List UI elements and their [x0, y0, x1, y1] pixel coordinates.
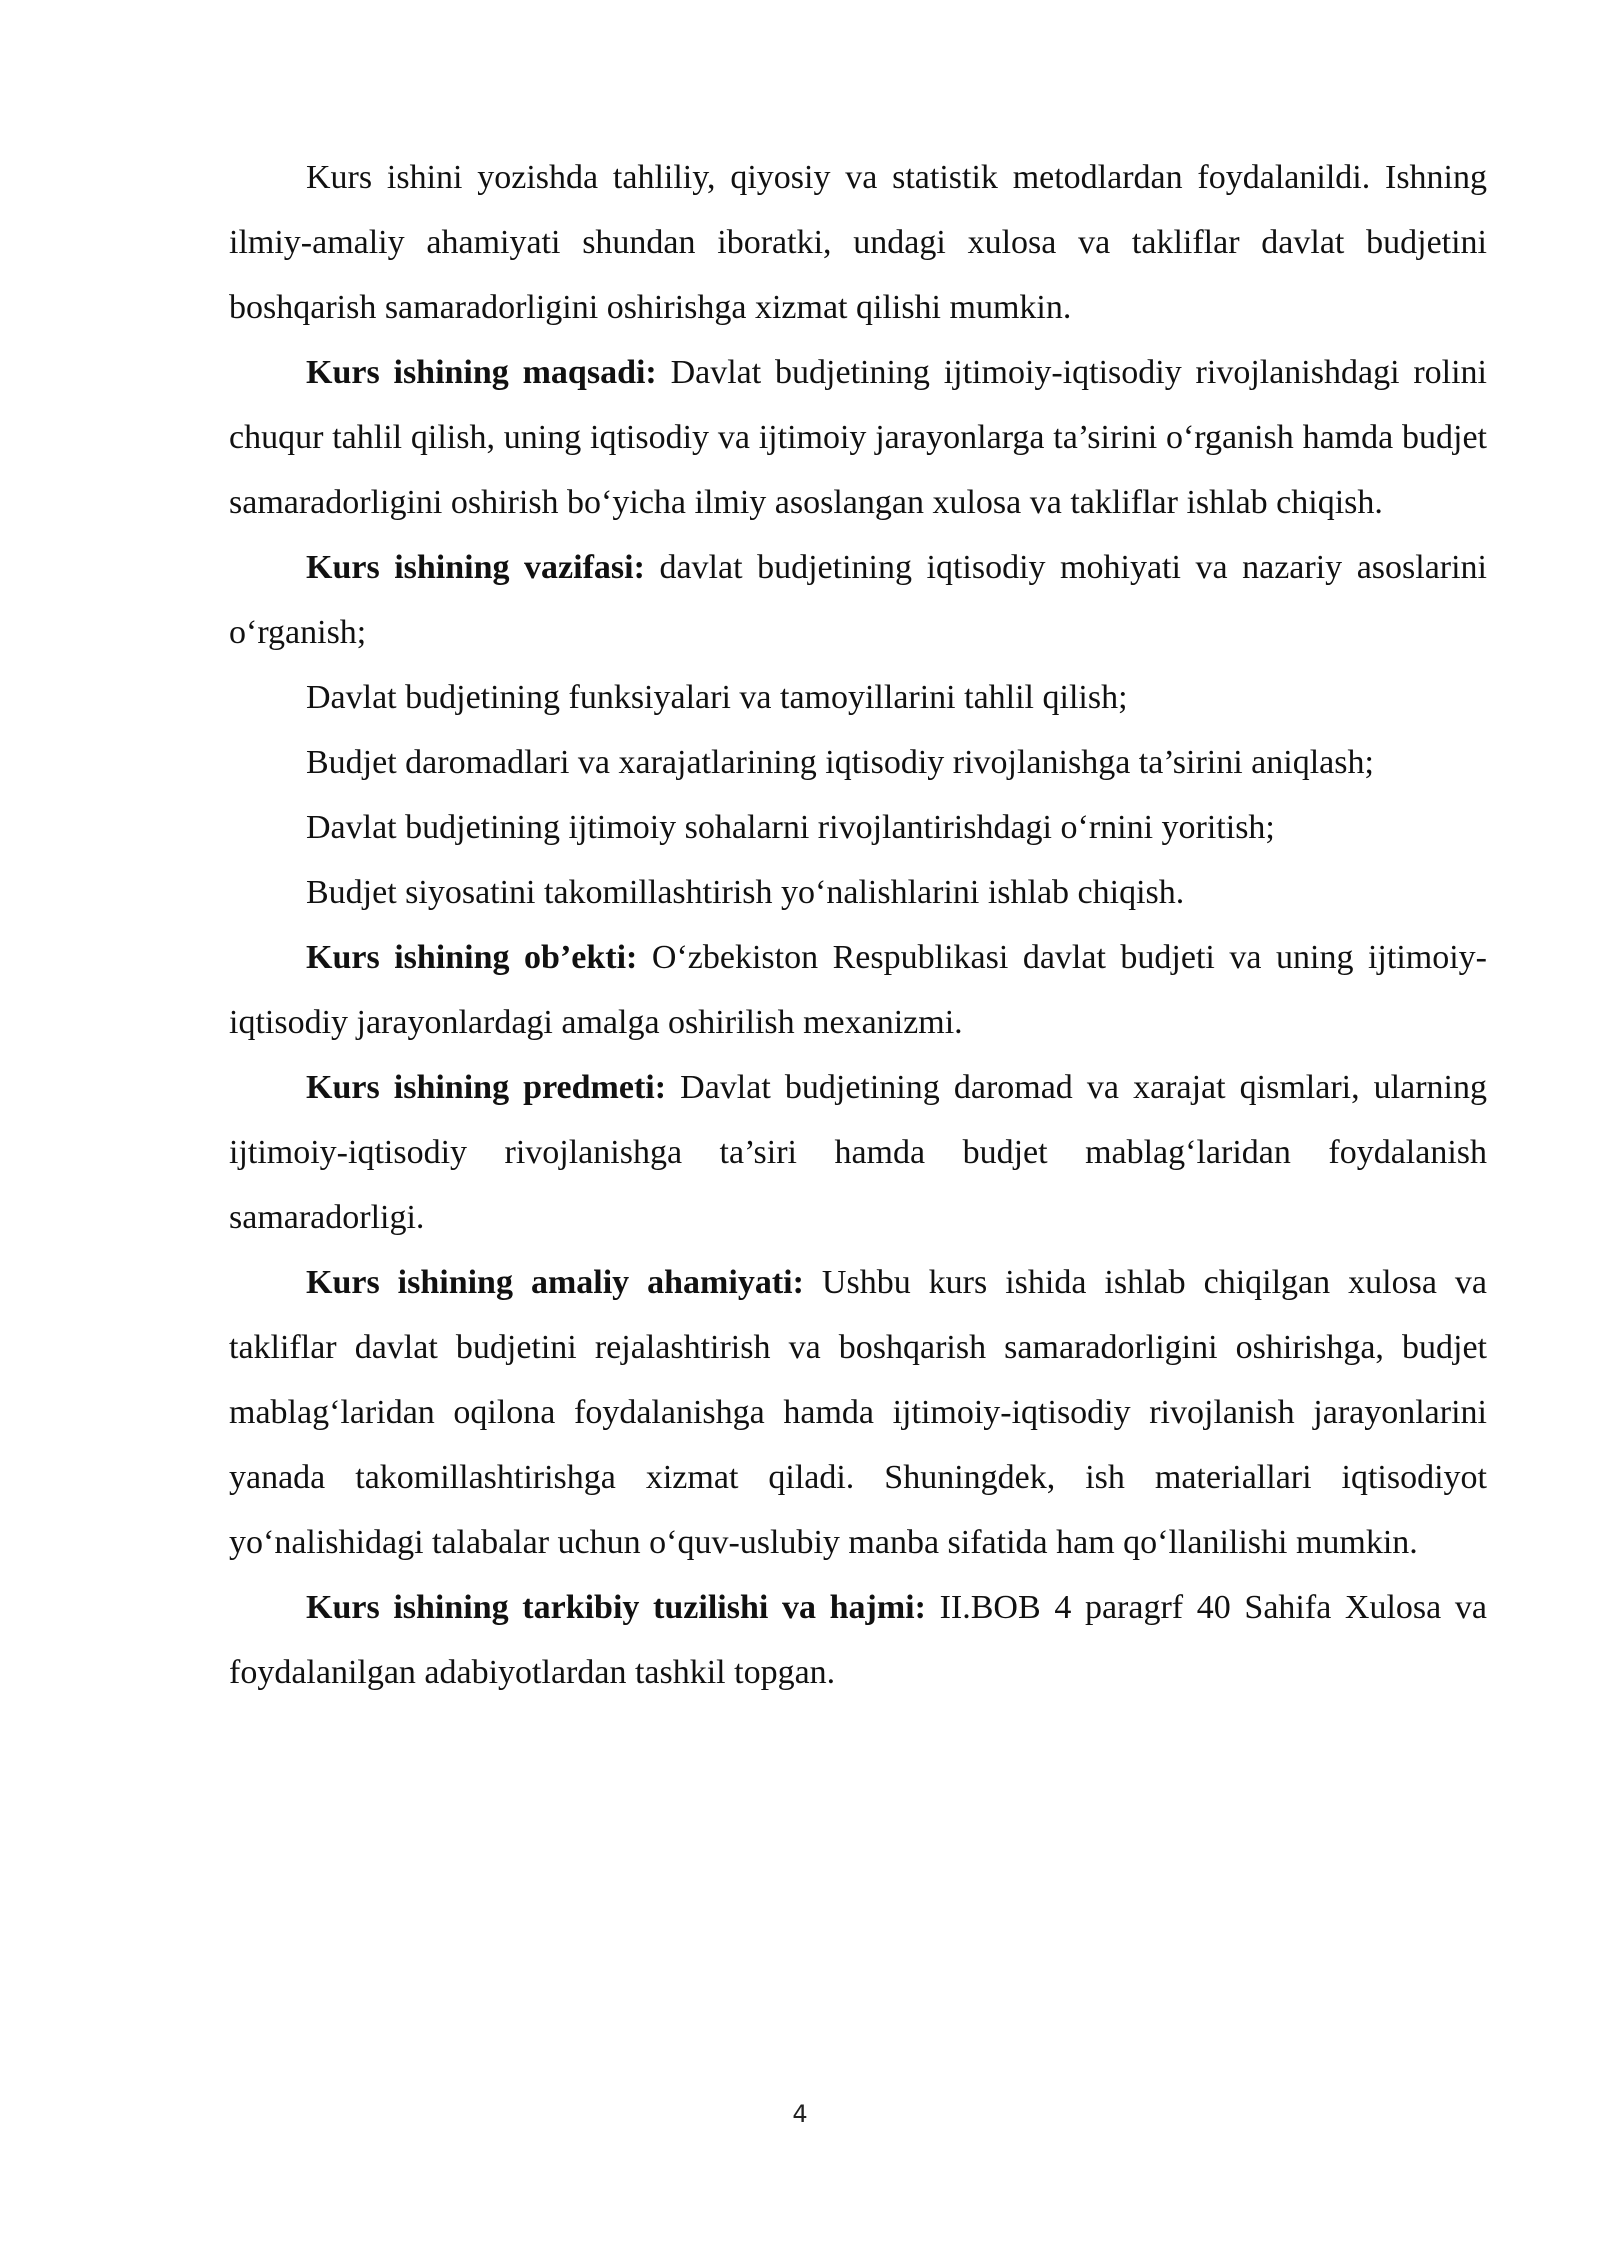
paragraph-text: O‘zbekiston Respublikasi davlat budjeti va uning ijtimoiy-iqtisodiy jarayonlardagi amalga oshirilish mexanizmi.: [229, 939, 1487, 1041]
paragraph-heading: Kurs ishining predmeti:: [306, 1069, 667, 1106]
paragraph-text: Budjet daromadlari va xarajatlarining iqtisodiy rivojlanishga ta’sirini aniqlash;: [306, 744, 1374, 781]
paragraph-methods: [229, 145, 1487, 340]
document-body: [229, 145, 1487, 1705]
paragraph-goal: [229, 340, 1487, 535]
paragraph-practical-significance: [229, 1250, 1487, 1575]
task-item: [229, 665, 1487, 730]
paragraph-structure: [229, 1575, 1487, 1705]
task-item: [229, 860, 1487, 925]
paragraph-object: [229, 925, 1487, 1055]
paragraph-text: Budjet siyosatini takomillashtirish yo‘nalishlarini ishlab chiqish.: [306, 874, 1185, 911]
paragraph-subject: [229, 1055, 1487, 1250]
paragraph-text: Kurs ishini yozishda tahliliy, qiyosiy va statistik metodlardan foydalanildi. Ishning ilmiy-amaliy ahamiyati shundan iboratki, undagi xulosa va takliflar davlat budjetini boshqarish samaradorligini oshirishga xizmat qilishi mumkin.: [229, 159, 1487, 326]
task-item: [229, 795, 1487, 860]
paragraph-heading: Kurs ishining ob’ekti:: [306, 939, 638, 976]
paragraph-text: Ushbu kurs ishida ishlab chiqilgan xulosa va takliflar davlat budjetini rejalashtirish va boshqarish samaradorligini oshirishga, budjet mablag‘laridan oqilona foydalanishga hamda ijtimoiy-iqtisodiy rivojlanish jarayonlarini yanada takomillashtirishga xizmat qiladi. Shuningdek, ish materiallari iqtisodiyot yo‘nalishidagi talabalar uchun o‘quv-uslubiy manba sifatida ham qo‘llanilishi mumkin.: [229, 1264, 1487, 1561]
paragraph-heading: Kurs ishining vazifasi:: [306, 549, 645, 586]
paragraph-text: Davlat budjetining daromad va xarajat qismlari, ularning ijtimoiy-iqtisodiy rivojlanishga ta’siri hamda budjet mablag‘laridan foydalanish samaradorligi.: [229, 1069, 1487, 1236]
paragraph-heading: Kurs ishining amaliy ahamiyati:: [306, 1264, 804, 1301]
paragraph-text: davlat budjetining iqtisodiy mohiyati va nazariy asoslarini o‘rganish;: [229, 549, 1487, 651]
paragraph-heading: Kurs ishining tarkibiy tuzilishi va hajmi:: [306, 1589, 926, 1626]
paragraph-text: Davlat budjetining ijtimoiy sohalarni rivojlantirishdagi o‘rnini yoritish;: [306, 809, 1275, 846]
task-item: [229, 730, 1487, 795]
paragraph-text: Davlat budjetining ijtimoiy-iqtisodiy rivojlanishdagi rolini chuqur tahlil qilish, uning iqtisodiy va ijtimoiy jarayonlarga ta’sirini o‘rganish hamda budjet samaradorligini oshirish bo‘yicha ilmiy asoslangan xulosa va takliflar ishlab chiqish.: [229, 354, 1487, 521]
paragraph-text: Davlat budjetining funksiyalari va tamoyillarini tahlil qilish;: [306, 679, 1128, 716]
paragraph-text: II.BOB 4 paragrf 40 Sahifa Xulosa va foydalanilgan adabiyotlardan tashkil topgan.: [229, 1589, 1488, 1691]
paragraph-heading: Kurs ishining maqsadi:: [306, 354, 657, 391]
page-number: 4: [792, 2100, 808, 2128]
paragraph-tasks: [229, 535, 1487, 665]
